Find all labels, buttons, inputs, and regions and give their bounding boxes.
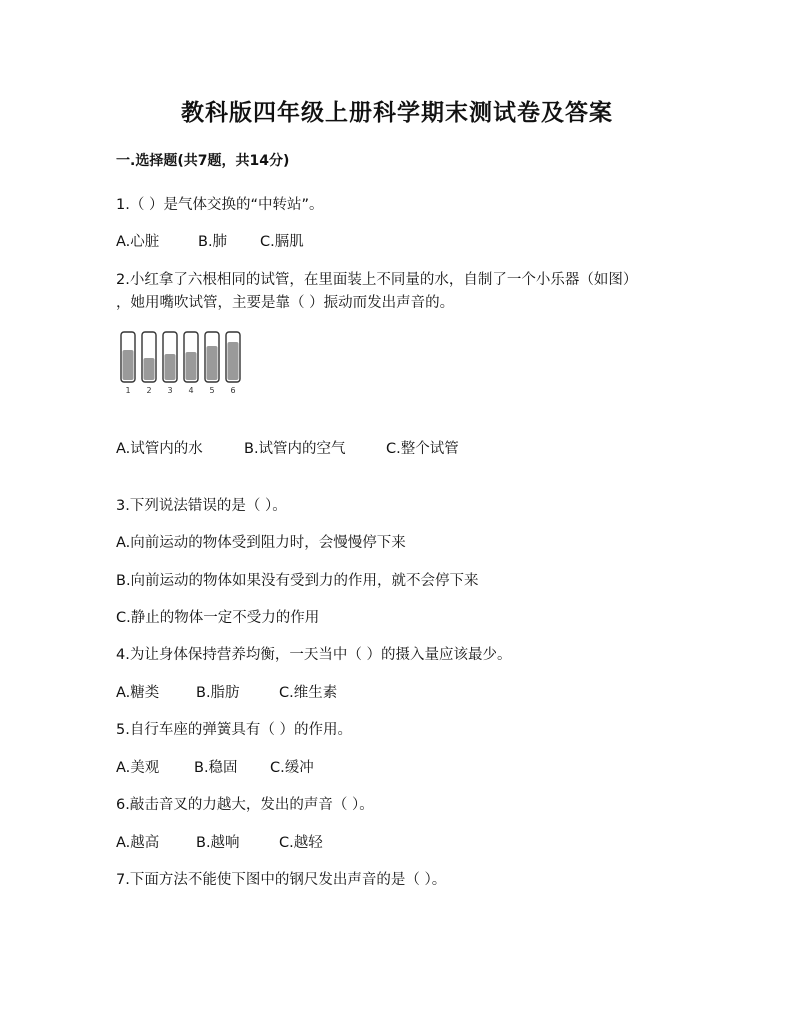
option-a: A.糖类 <box>116 685 160 701</box>
test-tube-water-2 <box>144 358 155 380</box>
question-4-options <box>116 681 337 702</box>
test-tube-water-4 <box>186 352 197 380</box>
test-tube-water-6 <box>228 342 239 380</box>
option-c: C.维生素 <box>279 685 338 701</box>
question-3: 3.下列说法错误的是（ ）。 <box>116 498 287 514</box>
test-tube-water-3 <box>165 354 176 380</box>
test-tube-water-1 <box>123 350 134 380</box>
section-heading: 一.选择题(共7题，共14分) <box>116 153 290 169</box>
test-tube-label: 2 <box>146 386 152 395</box>
option-b: B.脂肪 <box>196 685 240 701</box>
document-title: 教科版四年级上册科学期末测试卷及答案 <box>181 99 613 126</box>
option-a: A.试管内的水 <box>116 441 203 457</box>
question-6-options <box>116 831 323 852</box>
option-a: A.心脏 <box>116 234 160 250</box>
question-3-option-b: B.向前运动的物体如果没有受到力的作用，就不会停下来 <box>116 573 479 589</box>
question-5: 5.自行车座的弹簧具有（ ）的作用。 <box>116 722 352 738</box>
test-tube-label: 5 <box>209 386 215 395</box>
question-1-options <box>116 230 304 251</box>
option-c: C.整个试管 <box>386 441 459 457</box>
question-3-option-c: C.静止的物体一定不受力的作用 <box>116 610 320 626</box>
question-1: 1.（ ）是气体交换的“中转站”。 <box>116 197 324 213</box>
option-c: C.膈肌 <box>260 234 304 250</box>
question-5-options <box>116 756 314 777</box>
question-3-option-a: A.向前运动的物体受到阻力时，会慢慢停下来 <box>116 535 406 551</box>
question-7: 7.下面方法不能使下图中的钢尺发出声音的是（ ）。 <box>116 872 447 888</box>
option-c: C.缓冲 <box>270 760 314 776</box>
question-2-options <box>116 437 459 458</box>
option-a: A.美观 <box>116 760 160 776</box>
option-b: B.越响 <box>196 835 240 851</box>
test-tube-water-5 <box>207 346 218 380</box>
option-a: A.越高 <box>116 835 160 851</box>
option-b: B.试管内的空气 <box>244 441 346 457</box>
test-tube-label: 1 <box>125 386 131 395</box>
option-b: B.肺 <box>198 234 228 250</box>
option-c: C.越轻 <box>279 835 323 851</box>
question-2-line-1: 2.小红拿了六根相同的试管，在里面装上不同量的水，自制了一个小乐器（如图） <box>116 272 638 288</box>
test-tube-label: 4 <box>188 386 194 395</box>
test-tube-label: 6 <box>230 386 236 395</box>
option-b: B.稳固 <box>194 760 238 776</box>
question-6: 6.敲击音叉的力越大，发出的声音（ ）。 <box>116 797 374 813</box>
test-tubes-figure <box>118 330 248 396</box>
question-2-line-2: ，她用嘴吹试管，主要是靠（ ）振动而发出声音的。 <box>116 295 455 311</box>
test-tube-label: 3 <box>167 386 173 395</box>
question-4: 4.为让身体保持营养均衡，一天当中（ ）的摄入量应该最少。 <box>116 647 512 663</box>
